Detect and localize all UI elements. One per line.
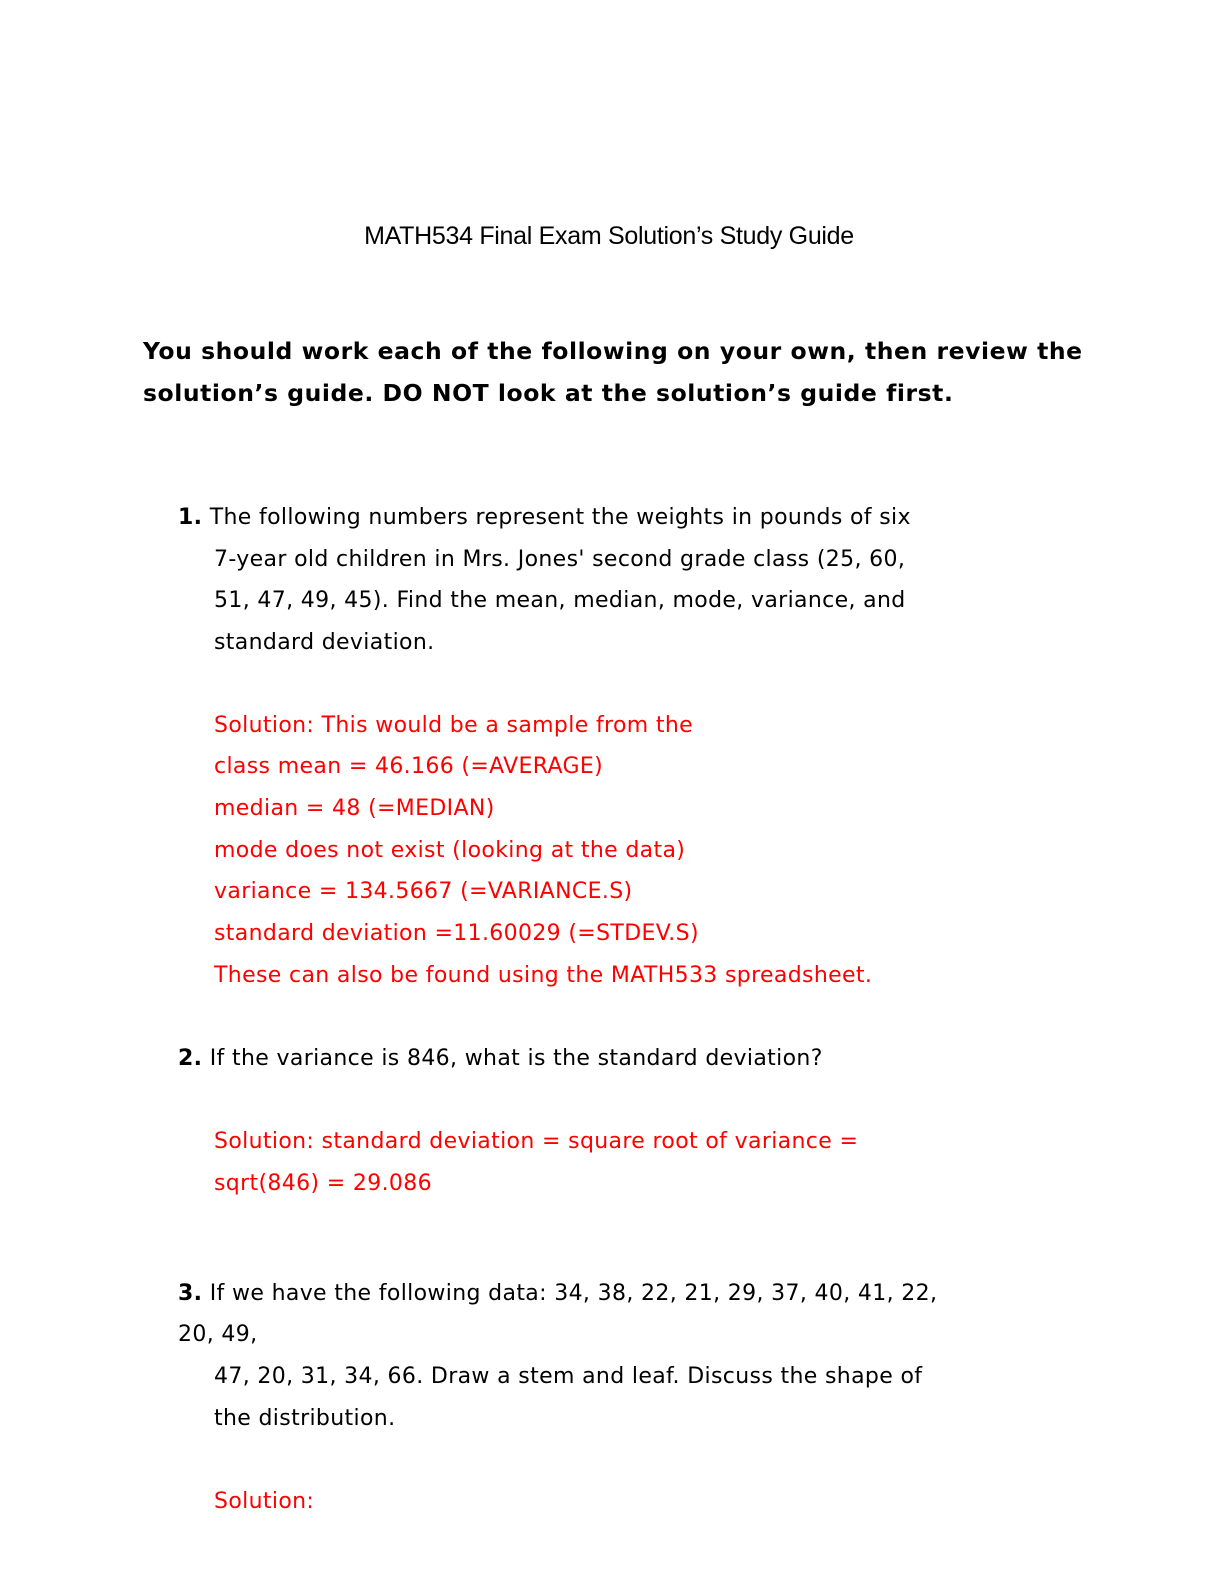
question-1-line-3: 51, 47, 49, 45). Find the mean, median, mode, variance, and [214,588,906,613]
question-2-solution-line-2: sqrt(846) = 29.086 [214,1171,432,1196]
document-title: MATH534 Final Exam Solution’s Study Guide [364,222,854,250]
question-1-line-2: 7-year old children in Mrs. Jones' second grade class (25, 60, [214,547,906,572]
question-3-number: 3. [178,1281,203,1306]
question-2-text: If the variance is 846, what is the standard deviation? [209,1046,823,1071]
question-1-solution-line-2: class mean = 46.166 (=AVERAGE) [214,754,604,779]
question-3-solution-line-1: Solution: [214,1489,315,1514]
question-1-text: The following numbers represent the weights in pounds of six [209,505,911,530]
question-2-line-1 [178,1044,823,1074]
question-1-solution-line-1: Solution: This would be a sample from the [214,713,694,738]
question-1-solution-line-4: mode does not exist (looking at the data) [214,838,686,863]
question-3-text: If we have the following data: 34, 38, 22, 21, 29, 37, 40, 41, 22, [202,1281,938,1306]
question-1-number: 1. [178,505,203,530]
question-2-solution-line-1: Solution: standard deviation = square root of variance = [214,1129,859,1154]
question-3-line-1 [178,1279,937,1309]
question-1-line-4: standard deviation. [214,630,435,655]
instructions-paragraph: You should work each of the following on your own, then review the solution’s guide. DO NOT look at the solution’s guide first. [143,337,1083,407]
question-3-line-4: the distribution. [214,1406,396,1431]
question-1-solution-line-7: These can also be found using the MATH533 spreadsheet. [214,963,873,988]
question-1-solution-line-6: standard deviation =11.60029 (=STDEV.S) [214,921,699,946]
question-1-solution-line-3: median = 48 (=MEDIAN) [214,796,495,821]
question-1-line-1 [178,503,911,533]
question-3-line-2: 20, 49, [178,1322,258,1347]
question-3-line-3: 47, 20, 31, 34, 66. Draw a stem and leaf. Discuss the shape of [214,1364,923,1389]
question-2-number: 2. [178,1046,203,1071]
question-1-solution-line-5: variance = 134.5667 (=VARIANCE.S) [214,879,633,904]
